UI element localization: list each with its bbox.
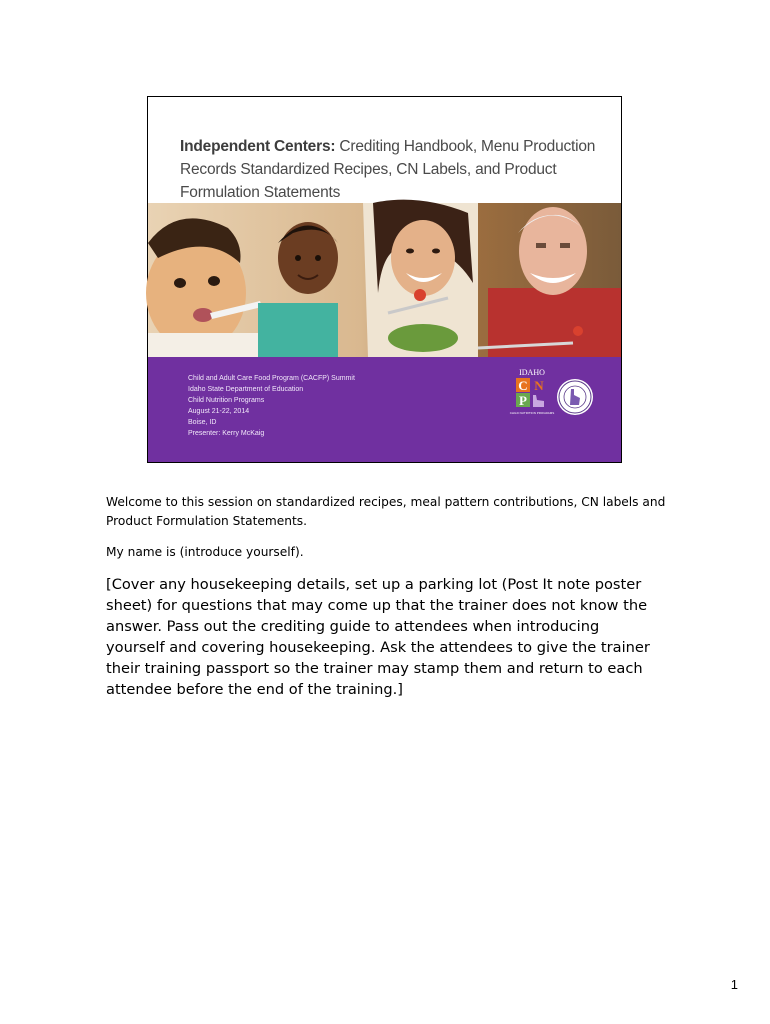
info-line-6: Presenter: Kerry McKaig bbox=[188, 430, 265, 437]
slide-thumbnail bbox=[147, 96, 622, 463]
slide-info bbox=[188, 373, 355, 439]
page-number: 1 bbox=[730, 977, 738, 992]
slide-info-band bbox=[148, 357, 621, 462]
logo-bottom-text: CHILD NUTRITION PROGRAMS bbox=[509, 411, 555, 415]
notes-paragraph-3: [Cover any housekeeping details, set up a parking lot (Post It note poster sheet) for questions that may come up that the trainer does not know the answer. Pass out the crediting guide to attendees when introducing yourself and covering housekeeping. Ask the attendees to give the trainer their training passport so the trainer may stamp them and return to each attendee before the end of the training.] bbox=[106, 576, 650, 698]
notes-paragraph-2: My name is (introduce yourself). bbox=[106, 545, 304, 559]
slide-title bbox=[180, 135, 610, 204]
info-line-4: August 21-22, 2014 bbox=[188, 408, 250, 415]
idaho-cnp-logo bbox=[509, 367, 555, 423]
logo-letter-n: N bbox=[534, 378, 544, 393]
people-eating-photo bbox=[148, 203, 621, 357]
info-line-2: Idaho State Department of Education bbox=[188, 386, 304, 393]
info-line-1: Child and Adult Care Food Program (CACFP) Summit bbox=[188, 375, 355, 382]
logo-letter-c: C bbox=[518, 378, 528, 393]
notes-paragraph-1: Welcome to this session on standardized recipes, meal pattern contributions, CN labels and Product Formulation Statements. bbox=[106, 495, 666, 528]
slide-title-rest: Crediting Handbook, Menu Production Records Standardized Recipes, CN Labels, and Product Formulation Statements bbox=[180, 138, 596, 201]
slide-title-bold: Independent Centers: bbox=[180, 138, 336, 155]
logo-letter-p: P bbox=[519, 393, 527, 408]
info-line-3: Child Nutrition Programs bbox=[188, 397, 265, 404]
slide-photo-collage bbox=[148, 203, 621, 357]
speaker-notes bbox=[106, 493, 686, 700]
idaho-state-seal-icon bbox=[556, 378, 594, 416]
logo-top-text: IDAHO bbox=[519, 368, 545, 377]
info-line-5: Boise, ID bbox=[188, 419, 217, 426]
